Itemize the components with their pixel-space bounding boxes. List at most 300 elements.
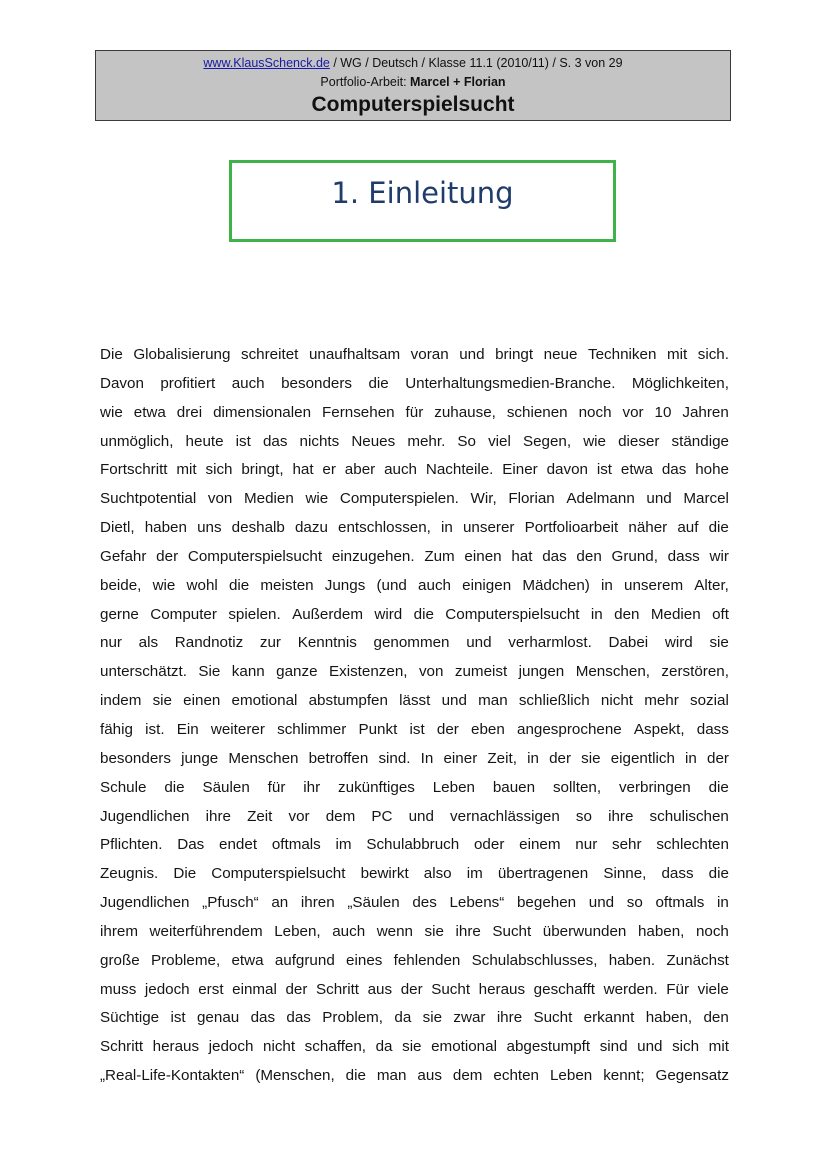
word: und — [466, 634, 492, 652]
text-line — [100, 456, 729, 485]
text-line — [100, 918, 729, 947]
text-line — [100, 341, 729, 370]
word: Computerspielen. — [339, 490, 459, 508]
text-line — [100, 1033, 729, 1062]
word: echten — [493, 1067, 540, 1085]
word: hohe — [695, 461, 729, 479]
word: kennt; — [603, 1067, 645, 1085]
text-line — [100, 514, 729, 543]
word: dieser — [618, 432, 660, 450]
word: in — [685, 749, 697, 767]
word: voran — [410, 346, 449, 363]
word: unserer — [462, 519, 515, 537]
word: Alter, — [694, 576, 729, 594]
word: überwunden — [542, 922, 627, 940]
word: bewirkt — [360, 865, 409, 883]
word: vernachlässigen — [450, 807, 560, 825]
word: bringt — [495, 346, 534, 363]
word: sozial — [690, 692, 729, 710]
word: aber — [344, 461, 376, 479]
word: Schritt — [100, 1038, 144, 1056]
word: dem — [452, 1067, 483, 1085]
text-line — [100, 745, 729, 774]
word: etwa — [620, 461, 653, 479]
text-line — [100, 543, 729, 572]
word: der — [156, 547, 179, 565]
word: Ein — [176, 720, 199, 738]
word: Aspekt, — [633, 720, 685, 738]
word: Leben, — [274, 922, 321, 940]
word: heute — [185, 432, 224, 450]
word: dem — [325, 807, 356, 825]
word: ihre — [205, 807, 231, 825]
word: Fernsehen — [321, 403, 395, 421]
word: die — [708, 778, 729, 796]
word: der — [285, 980, 308, 998]
word: abstumpfen — [308, 692, 388, 710]
word: für — [267, 778, 286, 796]
word: Existenzen, — [328, 663, 408, 681]
word: Globalisierung — [133, 346, 231, 363]
word: auch — [332, 922, 366, 940]
word: abgestumpft — [506, 1038, 591, 1056]
word: da — [375, 1038, 393, 1056]
word: zuhause, — [434, 403, 496, 421]
word: den — [614, 605, 640, 623]
word: unmöglich, — [100, 432, 174, 450]
word: mit — [708, 1038, 729, 1056]
word: in — [590, 605, 603, 623]
text-line — [100, 716, 729, 745]
word: nur — [100, 634, 122, 652]
word: auf — [677, 519, 699, 537]
word: genommen — [373, 634, 450, 652]
text-line — [100, 774, 729, 803]
word: Computerspielsucht — [445, 605, 580, 623]
word: So — [457, 432, 476, 450]
word: Jahren — [682, 403, 729, 421]
word: ist. — [145, 720, 165, 738]
word: in — [601, 576, 613, 594]
word: einen — [464, 547, 502, 565]
word: heraus — [478, 980, 526, 998]
word: sind — [599, 1038, 628, 1056]
word: so — [626, 894, 643, 912]
word: weiterer — [210, 720, 265, 738]
word: unaufhaltsam — [308, 346, 401, 363]
word: dazu — [294, 519, 328, 537]
word: viele — [697, 980, 729, 998]
word: und — [646, 490, 672, 508]
word: Sie — [198, 663, 221, 681]
word: haben, — [645, 1009, 693, 1027]
word: auch — [418, 576, 451, 594]
word: zumeist — [454, 663, 508, 681]
word: des — [412, 894, 437, 912]
word: Nachteile. — [425, 461, 494, 479]
word: emotional — [231, 692, 298, 710]
word: Möglichkeiten, — [631, 374, 729, 392]
word: große — [100, 951, 140, 969]
document-title: Computerspielsucht — [311, 93, 515, 116]
word: endet — [219, 836, 258, 854]
word: und — [588, 894, 615, 912]
word: jedoch — [208, 1038, 254, 1056]
word: ganze — [276, 663, 318, 681]
word: deshalb — [231, 519, 285, 537]
word: weiterführendem — [149, 922, 263, 940]
word: junge — [181, 749, 219, 767]
word: Fortschritt — [100, 461, 168, 479]
word: Das — [177, 836, 205, 854]
word: besonders — [281, 374, 353, 392]
word: und — [408, 807, 434, 825]
text-line — [100, 399, 729, 428]
word: nicht — [263, 1038, 296, 1056]
word: angesprochene — [517, 720, 622, 738]
word: nur — [575, 836, 598, 854]
word: dass — [661, 865, 694, 883]
header-portfolio-line — [96, 74, 730, 90]
word: einem — [519, 836, 561, 854]
word: ihrem — [100, 922, 138, 940]
word: Jungs — [324, 576, 366, 594]
word: unterschätzt. — [100, 663, 187, 681]
word: zur — [259, 634, 281, 652]
word: eigentlich — [610, 749, 675, 767]
word: oft — [712, 605, 729, 623]
word: der — [436, 720, 459, 738]
word: wie — [305, 490, 329, 508]
word: besonders — [100, 749, 171, 767]
word: ist — [170, 1009, 186, 1027]
word: Süchtige — [100, 1009, 160, 1027]
word: Suchtpotential — [100, 490, 197, 508]
text-line — [100, 1004, 729, 1033]
word: In — [420, 749, 434, 767]
text-line — [100, 601, 729, 630]
word: ist — [409, 720, 425, 738]
word: die — [413, 605, 434, 623]
word: hat — [511, 547, 533, 565]
word: vor — [622, 403, 644, 421]
word: zukünftiges — [338, 778, 415, 796]
word: Gegensatz — [655, 1067, 729, 1085]
word: Schulabschlusses, — [471, 951, 598, 969]
word: da — [394, 1009, 412, 1027]
word: emotional — [431, 1038, 497, 1056]
word: sich — [205, 461, 233, 479]
word: ist — [235, 432, 251, 450]
word: wie — [152, 576, 176, 594]
word: verbringen — [618, 778, 691, 796]
word: oftmals — [271, 836, 321, 854]
text-line — [100, 572, 729, 601]
word: schreitet — [240, 346, 299, 363]
word: schlechten — [656, 836, 729, 854]
word: Leben — [432, 778, 475, 796]
word: fähig — [100, 720, 133, 738]
word: PC — [371, 807, 393, 825]
word: nichts — [299, 432, 340, 450]
word: sich. — [697, 346, 729, 363]
word: einen — [183, 692, 221, 710]
word: Computer — [150, 605, 217, 623]
word: von — [418, 663, 444, 681]
word: schlimmer — [277, 720, 347, 738]
word: Portfolioarbeit — [524, 519, 619, 537]
word: etwa — [231, 951, 264, 969]
word: bauen — [492, 778, 536, 796]
word: das — [262, 432, 288, 450]
word: heraus — [152, 1038, 200, 1056]
word: Dietl, — [100, 519, 135, 537]
word: ihre — [608, 807, 634, 825]
word: aus — [367, 980, 393, 998]
word: davon — [546, 461, 588, 479]
word: 10 — [654, 403, 672, 421]
word: schließlich — [518, 692, 590, 710]
text-line — [100, 889, 729, 918]
word: Techniken — [588, 346, 657, 363]
word: eines — [346, 951, 383, 969]
text-line — [100, 485, 729, 514]
word: einer — [443, 749, 478, 767]
word: Marcel — [683, 490, 729, 508]
word: den — [703, 1009, 729, 1027]
text-line — [100, 658, 729, 687]
word: ihren — [300, 894, 335, 912]
word: mehr — [644, 692, 679, 710]
word: profitiert — [160, 374, 216, 392]
portfolio-authors: Marcel + Florian — [410, 75, 506, 89]
word: indem — [100, 692, 142, 710]
word: mehr. — [407, 432, 446, 450]
word: schaffen, — [304, 1038, 367, 1056]
word: kann — [231, 663, 265, 681]
word: einigen — [462, 576, 512, 594]
word: haben — [144, 519, 187, 537]
text-line — [100, 1062, 729, 1091]
word: haben. — [608, 951, 656, 969]
word: Medien — [244, 490, 294, 508]
word: und — [459, 346, 485, 363]
word: man — [478, 692, 508, 710]
body-text — [100, 341, 729, 1091]
word: die — [228, 576, 250, 594]
website-link[interactable]: www.KlausSchenck.de — [203, 56, 330, 70]
text-line — [100, 370, 729, 399]
word: die — [708, 519, 729, 537]
word: mit — [666, 346, 688, 363]
word: Randnotiz — [174, 634, 244, 652]
word: sie — [402, 1038, 422, 1056]
word: wir — [709, 547, 729, 565]
word: ihre — [455, 922, 481, 940]
word: also — [423, 865, 452, 883]
word: der — [400, 980, 423, 998]
word: sie — [424, 922, 444, 940]
word: (Menschen, — [255, 1067, 335, 1085]
word: verharmlost. — [508, 634, 592, 652]
word: Die — [100, 346, 123, 363]
word: das — [542, 547, 567, 565]
word: er — [322, 461, 336, 479]
word: fehlenden — [393, 951, 461, 969]
word: aus — [417, 1067, 442, 1085]
word: jungen — [518, 663, 565, 681]
header-source-line — [96, 55, 730, 71]
word: in — [441, 519, 453, 537]
word: Sucht — [533, 1009, 573, 1027]
word: uns — [197, 519, 222, 537]
word: oder — [473, 836, 505, 854]
word: sie — [152, 692, 172, 710]
word: dimensionalen — [213, 403, 312, 421]
word: hat — [292, 461, 314, 479]
word: im — [335, 836, 352, 854]
word: viel — [488, 432, 511, 450]
word: Zum — [424, 547, 455, 565]
word: betroffen — [308, 749, 369, 767]
word: den — [576, 547, 602, 565]
word: Pflichten. — [100, 836, 163, 854]
word: Die — [173, 865, 197, 883]
word: dass — [667, 547, 700, 565]
word: die — [368, 374, 389, 392]
word: Zeit, — [487, 749, 517, 767]
word: „Real-Life-Kontakten“ — [100, 1067, 245, 1085]
word: Sucht — [492, 922, 532, 940]
text-line — [100, 831, 729, 860]
word: vor — [288, 807, 310, 825]
word: Säulen — [202, 778, 250, 796]
word: schulischen — [649, 807, 729, 825]
word: Florian — [508, 490, 555, 508]
word: gerne — [100, 605, 139, 623]
word: spielen. — [228, 605, 281, 623]
word: im — [466, 865, 483, 883]
word: Menschen, — [575, 663, 650, 681]
word: begehen — [516, 894, 577, 912]
word: man — [376, 1067, 407, 1085]
word: mit — [176, 461, 197, 479]
word: ständige — [671, 432, 729, 450]
word: „Pfusch“ — [202, 894, 259, 912]
word: wird — [374, 605, 403, 623]
word: Grund, — [611, 547, 658, 565]
word: eben — [471, 720, 505, 738]
word: von — [207, 490, 233, 508]
word: haben, — [637, 922, 685, 940]
text-line — [100, 629, 729, 658]
word: in — [717, 894, 729, 912]
word: Neues — [351, 432, 396, 450]
word: genau — [196, 1009, 240, 1027]
word: dass — [696, 720, 729, 738]
word: entschlossen, — [338, 519, 431, 537]
text-line — [100, 687, 729, 716]
text-line — [100, 428, 729, 457]
word: Schritt — [315, 980, 360, 998]
word: zerstören, — [661, 663, 729, 681]
header-meta: / WG / Deutsch / Klasse 11.1 (2010/11) / S. 3 von 29 — [329, 56, 623, 70]
word: noch — [695, 922, 729, 940]
word: unserem — [624, 576, 684, 594]
word: erkannt — [583, 1009, 635, 1027]
word: wird — [664, 634, 693, 652]
word: sie — [709, 634, 729, 652]
word: Mädchen) — [522, 576, 590, 594]
word: Für — [666, 980, 690, 998]
word: Computerspielsucht — [211, 865, 346, 883]
word: das — [286, 1009, 311, 1027]
text-line — [100, 860, 729, 889]
word: einmal — [232, 980, 277, 998]
word: sehr — [612, 836, 642, 854]
word: etwa — [133, 403, 166, 421]
word: Dabei — [608, 634, 649, 652]
word: oftmals — [655, 894, 705, 912]
word: Gefahr — [100, 547, 147, 565]
word: sie — [422, 1009, 443, 1027]
word: Zeit — [247, 807, 273, 825]
word: Jugendlichen — [100, 894, 190, 912]
word: wie — [583, 432, 606, 450]
word: die — [345, 1067, 366, 1085]
word: ihre — [496, 1009, 523, 1027]
word: der — [549, 749, 572, 767]
word: ist — [596, 461, 613, 479]
word: einzugehen. — [331, 547, 415, 565]
word: Außerdem — [292, 605, 363, 623]
word: Computerspielsucht — [187, 547, 323, 565]
word: nicht — [600, 692, 634, 710]
word: und — [637, 1038, 663, 1056]
word: muss — [100, 980, 137, 998]
word: sind. — [378, 749, 411, 767]
word: beide, — [100, 576, 142, 594]
word: Leben — [549, 1067, 593, 1085]
word: Probleme, — [150, 951, 221, 969]
word: geschafft — [533, 980, 596, 998]
word: Menschen — [228, 749, 299, 767]
word: Problem, — [322, 1009, 384, 1027]
word: auch — [231, 374, 265, 392]
word: Medien — [650, 605, 701, 623]
word: Zunächst — [666, 951, 729, 969]
word: Schule — [100, 778, 147, 796]
word: in — [527, 749, 539, 767]
chapter-title: 1. Einleitung — [331, 176, 514, 210]
word: an — [271, 894, 289, 912]
word: meisten — [260, 576, 314, 594]
word: ihr — [303, 778, 321, 796]
word: Schulabbruch — [366, 836, 460, 854]
portfolio-label: Portfolio-Arbeit: — [320, 75, 411, 89]
word: übertragenen — [497, 865, 589, 883]
word: werden. — [603, 980, 658, 998]
word: näher — [628, 519, 668, 537]
word: Unterhaltungsmedien-Branche. — [405, 374, 616, 392]
word: und — [441, 692, 467, 710]
page-header — [95, 50, 731, 121]
word: lässt — [399, 692, 431, 710]
word: sollten, — [552, 778, 602, 796]
word: Einer — [502, 461, 538, 479]
word: erst — [198, 980, 224, 998]
word: bringt, — [241, 461, 284, 479]
